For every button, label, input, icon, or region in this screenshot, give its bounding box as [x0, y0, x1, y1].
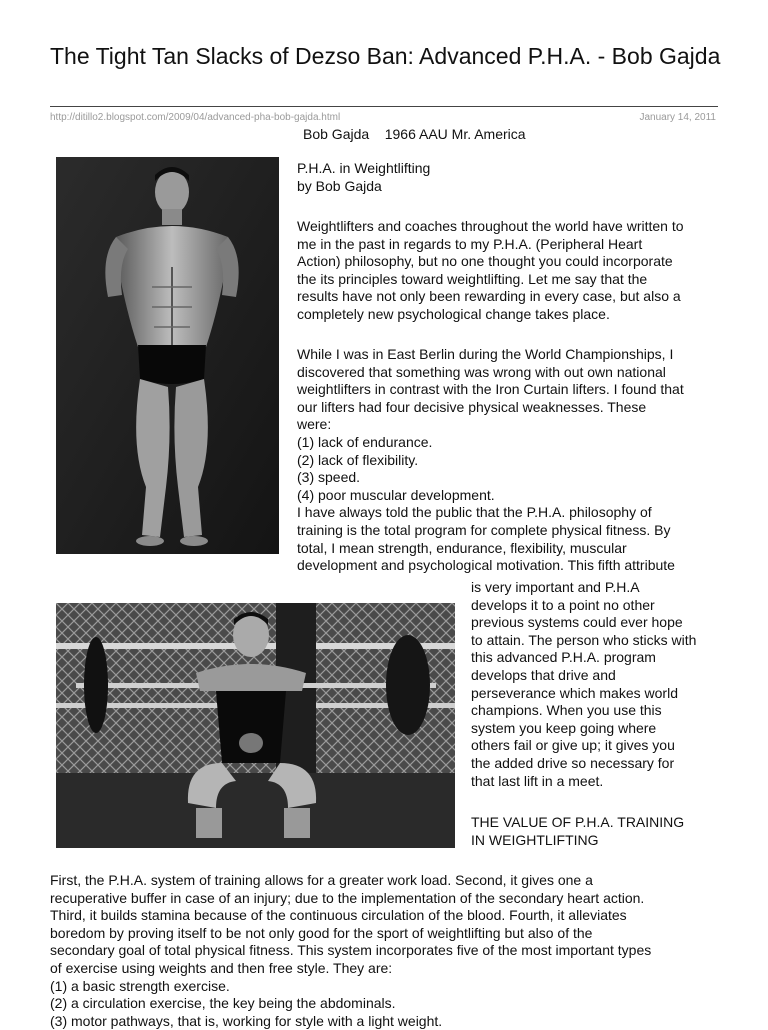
section-heading: [471, 814, 731, 849]
weightlifter-photo: [56, 603, 455, 848]
text-line: others fail or give up; it gives you: [471, 737, 675, 754]
text-line: Weightlifters and coaches throughout the world have written to: [297, 218, 684, 234]
text-line: is very important and P.H.A: [471, 579, 640, 595]
paragraph-2: [297, 346, 727, 575]
text-line: to attain. The person who sticks with: [471, 631, 697, 648]
text-line: THE VALUE OF P.H.A. TRAINING: [471, 814, 685, 830]
text-line: (1) a basic strength exercise.: [50, 977, 230, 994]
text-line: (1) lack of endurance.: [297, 433, 433, 450]
text-line: (3) motor pathways, that is, working for style with a light weight.: [50, 1012, 443, 1029]
text-line: the added drive so necessary for: [471, 754, 675, 771]
text-line: champions. When you use this: [471, 702, 662, 719]
text-line: previous systems could ever hope: [471, 614, 683, 631]
text-line: First, the P.H.A. system of training allows for a greater work load. Second, it gives one a: [50, 872, 593, 888]
paragraph-1: [297, 218, 727, 324]
bodybuilder-photo: [56, 157, 279, 554]
text-line: Action) philosophy, but no one thought you could incorporate: [297, 253, 673, 270]
text-line: I have always told the public that the P.H.A. philosophy of: [297, 504, 652, 521]
text-line: discovered that something was wrong with out own national: [297, 363, 666, 380]
text-line: secondary goal of total physical fitness. This system incorporates five of the most important types: [50, 942, 652, 959]
text-line: IN WEIGHTLIFTING: [471, 831, 599, 848]
text-line: that last lift in a meet.: [471, 772, 604, 789]
source-url[interactable]: http://ditillo2.blogspot.com/2009/04/advanced-pha-bob-gajda.html: [50, 112, 341, 123]
photo-caption: Bob Gajda 1966 AAU Mr. America: [303, 126, 526, 142]
text-line: were:: [297, 416, 332, 433]
text-line: this advanced P.H.A. program: [471, 649, 656, 666]
text-line: (2) a circulation exercise, the key being the abdominals.: [50, 995, 396, 1012]
title-rule: [50, 106, 718, 107]
text-line: develops that drive and: [471, 666, 616, 683]
text-line: (4) poor muscular development.: [297, 486, 495, 503]
text-line: total, I mean strength, endurance, flexibility, muscular: [297, 539, 627, 556]
publish-date: January 14, 2011: [639, 112, 716, 123]
text-line: boredom by proving itself to be not only good for the sport of weightlifting but also of the: [50, 924, 593, 941]
paragraph-2-continued: [471, 579, 731, 790]
text-line: While I was in East Berlin during the World Championships, I: [297, 346, 674, 362]
text-line: the its principles toward weightlifting. Let me say that the: [297, 270, 648, 287]
text-line: P.H.A. in Weightlifting: [297, 160, 431, 176]
text-line: our lifters had four decisive physical weaknesses. These: [297, 398, 647, 415]
text-line: recuperative buffer in case of an injury; due to the implementation of the secondary heart action.: [50, 889, 645, 906]
text-line: weightlifters in contrast with the Iron Curtain lifters. I found that: [297, 381, 684, 398]
text-line: (3) speed.: [297, 469, 361, 486]
text-line: training is the total program for complete physical fitness. By: [297, 521, 671, 538]
text-line: development and psychological motivation. This fifth attribute: [297, 557, 675, 574]
text-line: completely new psychological change takes place.: [297, 305, 610, 322]
paragraph-3: [50, 872, 740, 1030]
text-line: Third, it builds stamina because of the continuous circulation of the blood. Fourth, it alleviates: [50, 907, 627, 924]
text-line: develops it to a point no other: [471, 596, 655, 613]
page-title: The Tight Tan Slacks of Dezso Ban: Advanced P.H.A. - Bob Gajda: [50, 43, 721, 69]
text-line: by Bob Gajda: [297, 177, 382, 194]
text-line: me in the past in regards to my P.H.A. (Peripheral Heart: [297, 235, 643, 252]
text-line: of exercise using weights and then free style. They are:: [50, 959, 393, 976]
text-line: results have not only been rewarding in every case, but also a: [297, 288, 681, 305]
article-heading: [297, 160, 430, 195]
text-line: (2) lack of flexibility.: [297, 451, 419, 468]
text-line: system you keep going where: [471, 719, 657, 736]
text-line: perseverance which makes world: [471, 684, 678, 701]
